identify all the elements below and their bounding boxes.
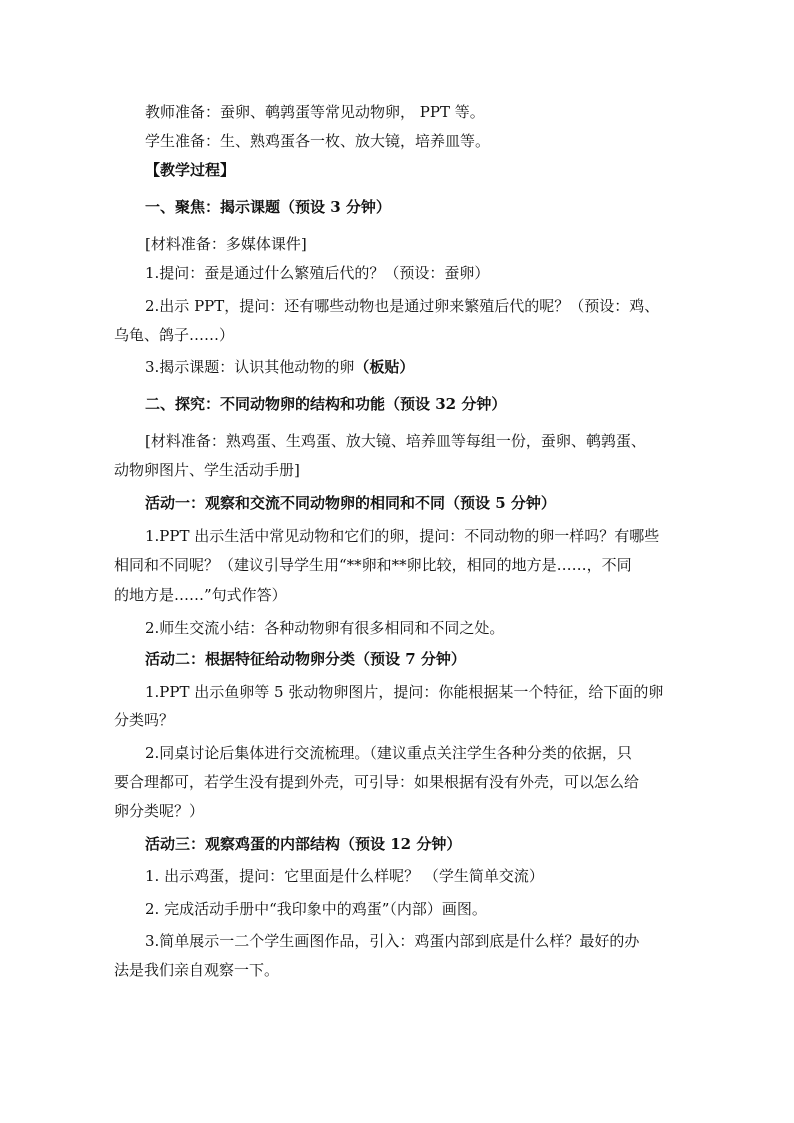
activity1-heading: 活动一：观察和交流不同动物卵的相同和不同（预设 5 分钟）: [145, 494, 556, 512]
activity2-item2-line2: 要合理都可，若学生没有提到外壳，可引导：如果根据有没有外壳，可以怎么给: [114, 773, 640, 791]
activity2-heading: 活动二：根据特征给动物卵分类（预设 7 分钟）: [145, 650, 466, 668]
section1-heading: 一、聚焦：揭示课题（预设 3 分钟）: [145, 198, 391, 216]
activity1-item1-line2: 相同和不同呢？（建议引导学生用“**卵和**卵比较，相同的地方是……，不同: [114, 556, 632, 574]
section1-item2-line2: 乌龟、鸽子……）: [114, 326, 235, 344]
activity3-item3-line2: 法是我们亲自观察一下。: [114, 961, 280, 979]
activity2-item2-line3: 卵分类呢？）: [114, 802, 205, 820]
activity3-heading: 活动三：观察鸡蛋的内部结构（预设 12 分钟）: [145, 835, 462, 853]
teacher-prep: 教师准备：蚕卵、鹌鹑蛋等常见动物卵， PPT 等。: [145, 103, 485, 121]
activity3-item2: 2. 完成活动手册中“我印象中的鸡蛋”（内部）画图。: [145, 900, 487, 918]
section1-item3-note: （板贴）: [354, 358, 415, 376]
section2-materials-line2: 动物卵图片、学生活动手册]: [114, 461, 300, 479]
section2-heading: 二、探究：不同动物卵的结构和功能（预设 32 分钟）: [145, 395, 507, 413]
activity2-item2-line1: 2.同桌讨论后集体进行交流梳理。（建议重点关注学生各种分类的依据，只: [145, 744, 632, 762]
activity3-item3-line1: 3.简单展示一二个学生画图作品，引入：鸡蛋内部到底是什么样？最好的办: [145, 932, 640, 950]
activity1-item2: 2.师生交流小结：各种动物卵有很多相同和不同之处。: [145, 619, 505, 637]
section1-item3-text: 3.揭示课题：认识其他动物的卵: [145, 358, 355, 376]
process-heading: 【教学过程】: [145, 161, 236, 179]
section1-item3: [145, 356, 414, 378]
activity3-item1: 1. 出示鸡蛋，提问：它里面是什么样呢？ （学生简单交流）: [145, 867, 544, 885]
section1-item1: 1.提问：蚕是通过什么繁殖后代的？（预设：蚕卵）: [145, 264, 490, 282]
activity1-item1-line3: 的地方是……”句式作答）: [114, 586, 287, 604]
activity2-item1-line1: 1.PPT 出示鱼卵等 5 张动物卵图片，提问：你能根据某一个特征，给下面的卵: [145, 683, 664, 701]
section1-item2-line1: 2.出示 PPT，提问：还有哪些动物也是通过卵来繁殖后代的呢？（预设：鸡、: [145, 297, 660, 315]
student-prep: 学生准备：生、熟鸡蛋各一枚、放大镜，培养皿等。: [145, 132, 491, 150]
section2-materials-line1: [材料准备：熟鸡蛋、生鸡蛋、放大镜、培养皿等每组一份，蚕卵、鹌鹑蛋、: [145, 432, 646, 450]
activity2-item1-line2: 分类吗？: [114, 711, 175, 729]
section1-materials: [材料准备：多媒体课件]: [145, 235, 307, 253]
activity1-item1-line1: 1.PPT 出示生活中常见动物和它们的卵，提问：不同动物的卵一样吗？有哪些: [145, 527, 660, 545]
